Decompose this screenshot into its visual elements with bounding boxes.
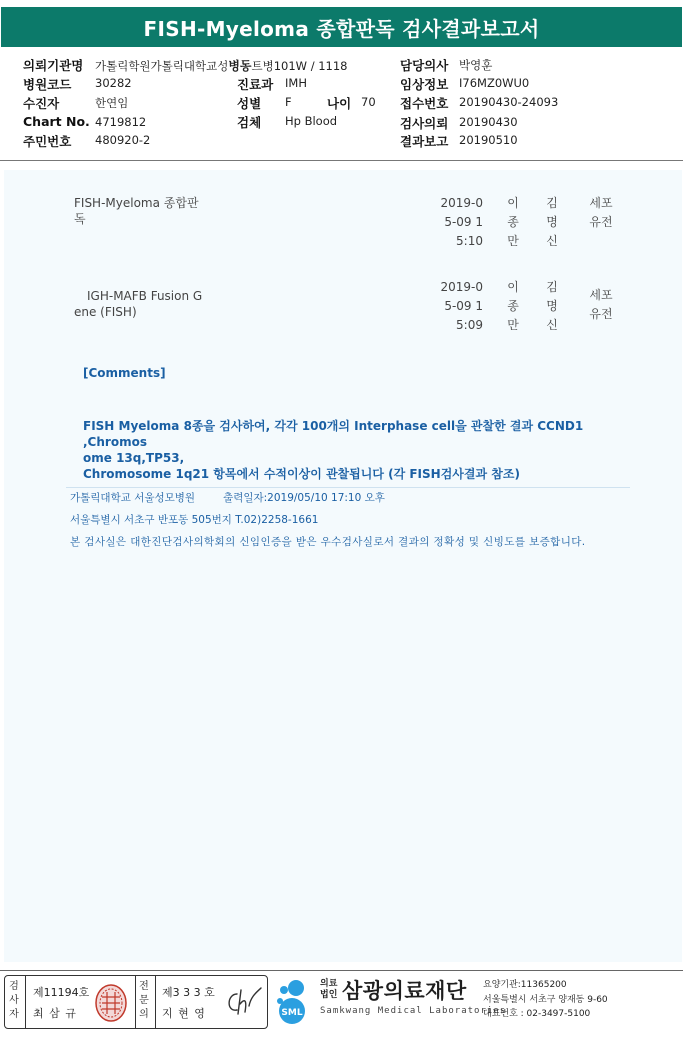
chart-number-value: 4719812 — [95, 115, 147, 129]
test-department: 세포 유전 — [589, 196, 613, 229]
test-department: 세포 유전 — [589, 288, 613, 321]
patient-info-section — [0, 52, 683, 152]
request-date-value: 20190430 — [459, 115, 518, 129]
brand-prefix: 의료 법인 — [320, 979, 338, 1000]
vertical-divider — [135, 976, 136, 1028]
lab-brand — [272, 975, 682, 1030]
doctor-value: 박영훈 — [459, 58, 493, 72]
test-reviewer: 이 종 만 — [507, 196, 519, 248]
brand-phone: 대표번호 : 02-3497-5100 — [483, 1009, 591, 1019]
brand-contact — [483, 978, 608, 1022]
specialist-license: 제3 3 3 호 — [162, 986, 215, 999]
test-reviewer: 이 종 만 — [507, 280, 519, 332]
brand-code: 요양기관:11365200 — [483, 980, 567, 990]
test-datetime: 2019-0 5-09 1 5:10 — [440, 196, 483, 248]
resident-id-label: 주민번호 — [23, 134, 72, 149]
header-divider — [0, 160, 683, 161]
comment-text: FISH Myeloma 8종을 검사하여, 각각 100개의 Interphase cell을 관찰한 결과 CCND1 ,Chromos ome 13q,TP53, Chromosome 1q21 항목에서 수적이상이 관찰됩니다 (각 FISH검사결과 참조) — [83, 419, 584, 481]
institution-value: 가톨릭학원가톨릭대학교성병동트병101W / 1118 — [95, 59, 348, 73]
report-date-value: 20190510 — [459, 133, 518, 147]
comment-divider — [66, 487, 630, 488]
chart-number-label: Chart No. — [23, 114, 90, 129]
comments-heading: [Comments] — [83, 366, 166, 380]
test-row — [0, 278, 678, 338]
clinical-info-label: 임상정보 — [400, 77, 449, 92]
clinical-info-value: I76MZ0WU0 — [459, 76, 530, 90]
test-datetime: 2019-0 5-09 1 5:09 — [440, 280, 483, 332]
report-date-label: 결과보고 — [400, 134, 449, 149]
signature-box — [4, 975, 268, 1029]
sex-label: 성별 — [237, 96, 262, 111]
hospital-code-value: 30282 — [95, 76, 132, 90]
report-title: FISH-Myeloma 종합판독 검사결과보고서 — [1, 7, 682, 47]
brand-address: 서울특별시 서초구 양재동 9-60 — [483, 994, 608, 1005]
institution-label: 의뢰기관명 — [23, 58, 84, 73]
certification-statement: 본 검사실은 대한진단검사의학회의 신임인증을 받은 우수검사실로서 결과의 정확성 및 신빙도를 보증합니다. — [70, 536, 586, 548]
specialist-label: 전 문 의 — [139, 981, 149, 1020]
vertical-divider — [155, 976, 156, 1028]
patient-value: 한연임 — [95, 96, 129, 110]
receipt-number-label: 접수번호 — [400, 96, 449, 111]
reviewer-label: 검 사 자 — [9, 981, 19, 1020]
sex-value: F — [285, 95, 292, 109]
hospital-code-label: 병원코드 — [23, 77, 72, 92]
sml-logo-icon — [272, 977, 316, 1025]
brand-name: 삼광의료재단 — [342, 979, 467, 1003]
test-row — [0, 194, 678, 254]
doctor-label: 담당의사 — [400, 58, 449, 73]
resident-id-value: 480920-2 — [95, 133, 151, 147]
hospital-address: 서울특별시 서초구 반포동 505번지 T.02)2258-1661 — [70, 514, 319, 526]
patient-label: 수진자 — [23, 96, 60, 111]
request-date-label: 검사의뢰 — [400, 116, 449, 131]
department-value: IMH — [285, 76, 307, 90]
age-value: 70 — [361, 95, 376, 109]
logo-text: SML — [281, 1008, 303, 1018]
hospital-print-line: 가톨릭대학교 서울성모병원 출력일자:2019/05/10 17:10 오후 — [70, 492, 385, 504]
test-specialist: 김 명 신 — [546, 196, 558, 248]
test-name: IGH-MAFB Fusion G ene (FISH) — [74, 289, 203, 319]
age-label: 나이 — [327, 96, 352, 111]
reviewer-license: 제11194호 — [33, 986, 90, 999]
specialist-name: 지 현 영 — [162, 1007, 206, 1020]
test-specialist: 김 명 신 — [546, 280, 558, 332]
brand-english-name: Samkwang Medical Laboratories — [320, 1006, 507, 1016]
specialist-signature-icon — [223, 986, 263, 1020]
footer-divider — [0, 970, 683, 971]
reviewer-seal-icon — [93, 983, 129, 1023]
specimen-value: Hp Blood — [285, 114, 338, 128]
receipt-number-value: 20190430-24093 — [459, 95, 559, 109]
department-label: 진료과 — [237, 77, 274, 92]
test-name: FISH-Myeloma 종합판 독 — [74, 196, 199, 226]
specimen-label: 검체 — [237, 115, 262, 130]
reviewer-name: 최 삼 규 — [33, 1007, 77, 1020]
vertical-divider — [25, 976, 26, 1028]
